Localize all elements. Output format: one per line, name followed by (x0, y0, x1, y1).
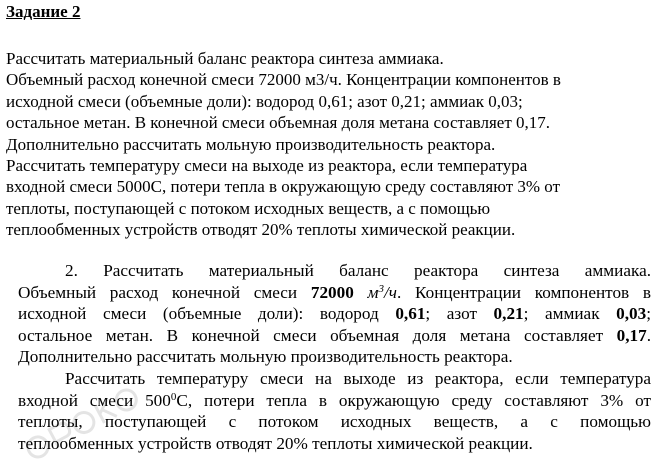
formatted-line (18, 303, 651, 325)
plain-line: Объемный расход конечной смеси 72000 м3/ч. Концентрации компонентов в (6, 70, 561, 90)
formatted-line: Дополнительно рассчитать мольную производительность реактора. (18, 347, 513, 367)
degree-mark: 0 (170, 390, 177, 403)
text-run: ; (646, 304, 651, 324)
nitrogen-value: 0,21 (493, 304, 524, 324)
hydrogen-value: 0,61 (395, 304, 426, 324)
plain-line: теплообменных устройств отводят 20% теплоты химической реакции. (6, 220, 516, 240)
formatted-line (18, 282, 651, 304)
unit-exponent: 3 (378, 282, 385, 295)
text-run: входной смеси 500 (18, 390, 171, 410)
methane-value: 0,17 (616, 325, 647, 345)
text-run: остальное метан. В конечной смеси объемная доля метана составляет (18, 325, 617, 345)
task-title: Задание 2 (6, 2, 81, 21)
text-run: . (646, 325, 651, 345)
task-text-plain (6, 48, 561, 241)
plain-line: исходной смеси (объемные доли): водород 0,61; азот 0,21; аммиак 0,03; (6, 91, 523, 111)
formatted-line (18, 325, 651, 347)
plain-line: остальное метан. В конечной смеси объемная доля метана составляет 0,17. (6, 113, 550, 133)
plain-line: Рассчитать температуру смеси на выходе из реактора, если температура (6, 155, 528, 175)
formatted-line: Рассчитать температуру смеси на выходе из реактора, если температура (65, 368, 651, 388)
plain-line: Дополнительно рассчитать мольную производительность реактора. (6, 134, 496, 154)
plain-line: теплоты, поступающей с потоком исходных веществ, а с помощью (6, 198, 491, 218)
flow-unit (354, 283, 397, 302)
plain-line: Рассчитать материальный баланс реактора синтеза аммиака. (6, 49, 444, 68)
text-run: исходной смеси (объемные доли): водород (18, 304, 396, 324)
text-run: ; аммиак (523, 304, 617, 324)
flow-value: 72000 (310, 282, 354, 302)
unit-part: м (353, 282, 379, 302)
ammonia-value: 0,03 (616, 304, 647, 324)
formatted-line: теплоты, поступающей с потоком исходных веществ, а с помощью (18, 412, 651, 432)
text-run: Объемный расход конечной смеси (18, 282, 311, 302)
text-run: ; азот (425, 304, 494, 324)
formatted-line: теплообменных устройств отводят 20% теплоты химической реакции. (18, 433, 533, 453)
plain-line: входной смеси 5000С, потери тепла в окружающую среду составляют 3% от (6, 177, 560, 197)
text-run: С, потери тепла в окружающую среду составляют 3% от (176, 390, 652, 410)
unit-part: /ч (384, 282, 398, 302)
formatted-line: 2. Рассчитать материальный баланс реактора синтеза аммиака. (65, 261, 651, 280)
text-run: . Концентрации компонентов в (397, 282, 651, 302)
